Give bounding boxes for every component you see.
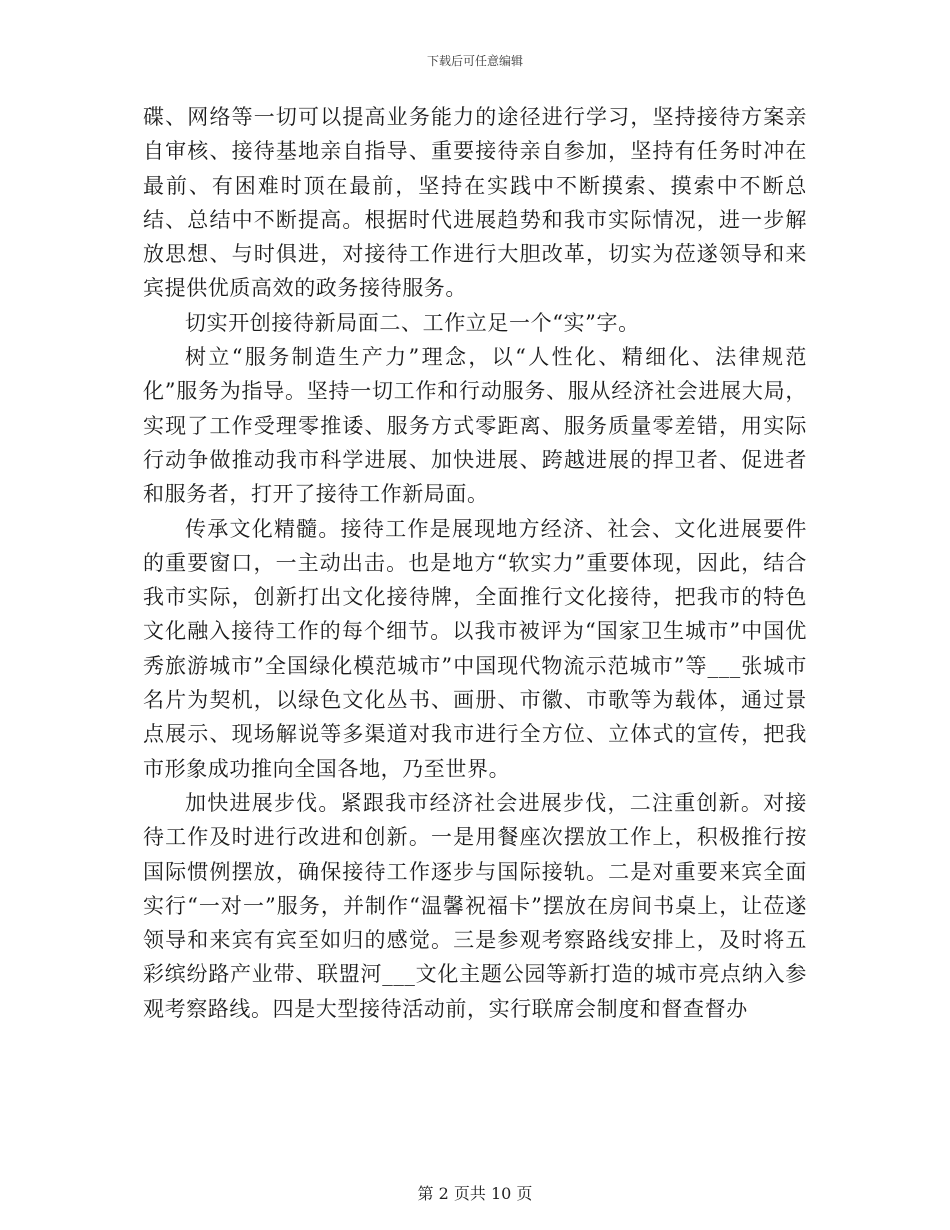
- paragraph-4: 传承文化精髓。接待工作是展现地方经济、社会、文化进展要件的重要窗口，一主动出击。也是地方“软实力”重要体现，因此，结合我市实际，创新打出文化接待牌，全面推行文化接待，把我市的特色文化融入接待工作的每个细节。以我市被评为“国家卫生城市”中国优秀旅游城市”全国绿化模范城市”中国现代物流示范城市”等___张城市名片为契机，以绿色文化丛书、画册、市徽、市歌等为载体，通过景点展示、现场解说等多渠道对我市进行全方位、立体式的宣传，把我市形象成功推向全国各地，乃至世界。: [143, 516, 807, 781]
- page-header: 下载后可任意编辑: [426, 54, 523, 68]
- paragraph-1: 碟、网络等一切可以提高业务能力的途径进行学习，坚持接待方案亲自审核、接待基地亲自指导、重要接待亲自参加，坚持有任务时冲在最前、有困难时顶在最前，坚持在实践中不断摸索、摸索中不断总结、总结中不断提高。根据时代进展趋势和我市实际情况，进一步解放思想、与时俱进，对接待工作进行大胆改革，切实为莅遂领导和来宾提供优质高效的政务接待服务。: [143, 105, 807, 301]
- page-footer: 第 2 页共 10 页: [417, 1184, 533, 1203]
- paragraph-2: 切实开创接待新局面二、工作立足一个“实”字。: [185, 310, 640, 335]
- paragraph-3: 树立“服务制造生产力”理念，以“人性化、精细化、法律规范化”服务为指导。坚持一切工作和行动服务、服从经济社会进展大局，实现了工作受理零推诿、服务方式零距离、服务质量零差错，用实际行动争做推动我市科学进展、加快进展、跨越进展的捍卫者、促进者和服务者，打开了接待工作新局面。: [143, 345, 807, 507]
- paragraph-5: 加快进展步伐。紧跟我市经济社会进展步伐，二注重创新。对接待工作及时进行改进和创新。一是用餐座次摆放工作上，积极推行按国际惯例摆放，确保接待工作逐步与国际接轨。二是对重要来宾全面实行“一对一”服务，并制作“温馨祝福卡”摆放在房间书桌上，让莅遂领导和来宾有宾至如归的感觉。三是参观考察路线安排上，及时将五彩缤纷路产业带、联盟河___文化主题公园等新打造的城市亮点纳入参观考察路线。四是大型接待活动前，实行联席会制度和督查督办: [143, 790, 807, 1021]
- document-body: [143, 100, 807, 1026]
